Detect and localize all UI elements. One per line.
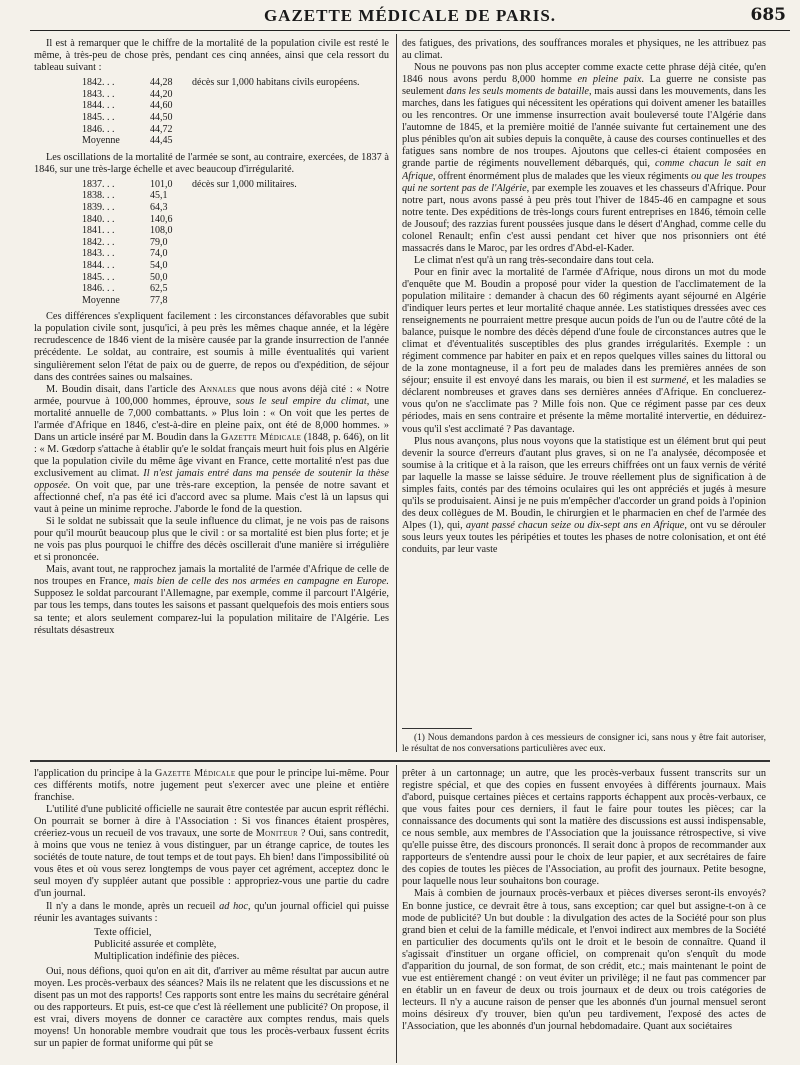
table-cell-note [192, 237, 303, 249]
table-row [82, 100, 365, 112]
table-row [82, 237, 303, 249]
paragraph: Les oscillations de la mortalité de l'armée se sont, au contraire, exercées, de 1837 à 1846, sur une très-large échelle et avec beaucoup d'irrégularité. [34, 151, 389, 175]
table-cell-note [192, 214, 303, 226]
table-cell-value: 45,1 [150, 190, 168, 202]
table-cell-note [192, 272, 303, 284]
paragraph: Si le soldat ne subissait que la seule influence du climat, je ne vois pas de raisons pour qu'il mourût beaucoup plus que le civil : or sa mortalité est bien plus forte; et je ne vois pas plus pourquoi le chiffre des décès oscillerait d'une manière si irrégulière et si prononcée. [34, 516, 389, 564]
army-mortality-table [82, 179, 303, 307]
table-cell-note [192, 248, 303, 260]
table-cell-note: décès sur 1,000 militaires. [192, 178, 297, 190]
table-row [82, 89, 365, 101]
table-cell-value: 44,20 [150, 88, 173, 100]
table-row [82, 124, 365, 136]
column-divider [396, 34, 397, 752]
paragraph: Il est à remarquer que le chiffre de la mortalité de la population civile est resté le même, à très-peu de chose près, pendant ces cinq années, ainsi que cela ressort du tableau suivant : [34, 38, 389, 74]
table-cell-value: 62,5 [150, 283, 168, 295]
table-cell-year: 1844. . . [82, 259, 115, 271]
table-cell-year: 1842. . . [82, 236, 115, 248]
table-cell-value: 64,3 [150, 201, 168, 213]
advantages-list [94, 927, 389, 963]
paragraph: Ces différences s'expliquent facilement : les circonstances défavorables que subit la population civile sont, jusqu'ici, à peu près les mêmes chaque année, et la légère recrudescence de 1846 vient de la misère causée par la grande insurrection de l'année précédente. Le soldat, au contraire, est soumis à mille éventualités qui varient singulièrement selon l'état de paix ou de guerre, de repos ou d'expédition, de séjour dans des contrées saines ou malsaines. [34, 311, 389, 383]
table-cell-year: 1841. . . [82, 225, 115, 237]
table-cell-value: 44,28 [150, 77, 173, 89]
table-cell-value: 79,0 [150, 236, 168, 248]
footnote-rule [402, 728, 472, 729]
table-cell-year: Moyenne [82, 135, 120, 147]
paragraph: Le climat n'est qu'à un rang très-secondaire dans tout cela. [414, 254, 654, 266]
table-cell-note [192, 260, 303, 272]
table-cell-note: décès sur 1,000 habitans civils européens. [192, 77, 360, 89]
table-cell-value: 108,0 [150, 225, 173, 237]
table-cell-note [192, 202, 303, 214]
table-cell-value: 74,0 [150, 248, 168, 260]
table-cell-note [192, 100, 365, 112]
table-cell-note [192, 225, 303, 237]
table-cell-year: 1846. . . [82, 123, 115, 135]
table-cell-value: 44,45 [150, 135, 173, 147]
table-cell-value: 54,0 [150, 259, 168, 271]
paragraph: des fatigues, des privations, des souffrances morales et physiques, ne les attribuez pas au climat. [402, 38, 766, 62]
table-cell-year: 1843. . . [82, 88, 115, 100]
table-cell-year: Moyenne [82, 294, 120, 306]
top-left-column [34, 38, 389, 753]
page-header [30, 4, 790, 31]
table-row [82, 202, 303, 214]
table-row [82, 295, 303, 307]
table-row [82, 260, 303, 272]
journal-title: GAZETTE MÉDICALE DE PARIS. [263, 6, 557, 25]
table-row [82, 272, 303, 284]
table-cell-note [192, 190, 303, 202]
paragraph: Il n'y a dans le monde, après un recueil ad hoc, qu'un journal officiel qui puisse réunir les avantages suivants : [34, 900, 389, 924]
list-item: Texte officiel, [94, 926, 152, 938]
table-cell-value: 140,6 [150, 213, 173, 225]
bottom-left-column [34, 768, 389, 1064]
paragraph: Plus nous avançons, plus nous voyons que la statistique est un élément brut qui peut devenir la source d'erreurs d'autant plus graves, si on ne l'a analysée, décomposée et soumise à la critique et à la raison, que les erreurs chiffrées ont un faux vernis de vérité par laquelle la masse se laisse séduire. Je trouve réellement plus de signification à de simples faits, contés par des témoins oculaires qui les ont appréciés et jugés à mesure qu'ils se produisaient. Ainsi je ne puis m'empêcher d'accorder un grand poids à l'opinion des deux collègues de M. Boudin, le chirurgien et le pharmacien en chef de l'armée des Alpes (1), qui, ayant passé chacun seize ou dix-sept ans en Afrique, ont vu se dérouler sous leurs yeux toutes les péripéties et toutes les phases de notre colonisation, et ont été conduits, par leur vaste [402, 435, 766, 555]
table-cell-year: 1838. . . [82, 190, 115, 202]
table-row [82, 214, 303, 226]
table-cell-year: 1845. . . [82, 111, 115, 123]
paragraph: l'application du principe à la Gazette Médicale que pour le principe lui-même. Pour ces différents motifs, notre jugement peut s'exercer avec une pleine et entière franchise. [34, 768, 389, 804]
paragraph: Oui, nous défions, quoi qu'on en ait dit, d'arriver au même résultat par aucun autre moyen. Les procès-verbaux des séances? Mais ils ne relatent que les discussions et ne disent pas un mot des rapports! Ces rapports sont entre les mains du secrétaire général ou des rapporteurs. Et puis, est-ce que c'est là réellement une publicité? On propose, il est vrai, divers moyens de donner ce caractère aux comptes rendus, mais quels moyens! Un honorable membre voudrait que tous les procès-verbaux fussent écrits sur un papier de format uniforme qui pût se [34, 965, 389, 1050]
bottom-right-column [402, 768, 766, 1064]
table-cell-note [192, 295, 303, 307]
table-cell-value: 50,0 [150, 271, 168, 283]
paragraph: prêter à un cartonnage; un autre, que les procès-verbaux fussent transcrits sur un registre spécial, et que des copies en fussent envoyées à différents journaux. Mais d'abord, puisque certaines pièces et certains rapports échappent aux procès-verbaux, ce que vous faites pour ces derniers, il faut le faire pour toutes les pièces; car la connaissance des documents qui sont la matière des discussions est aussi indispensable, ce nous semble, aux membres de l'Association que la jouissance rétrospective, si vive qu'elle puisse être, des discours prononcés. Il serait donc à propos de recommander aux rapporteurs de s'entendre aussi pour le choix de leur papier, et aux secrétaires de faire des copies de toutes les pièces de l'Association, au profit des journaux. Petite besogne, pour laquelle nous leur souhaitons bon courage. [402, 768, 766, 888]
table-cell-value: 44,60 [150, 100, 173, 112]
table-row [82, 179, 303, 191]
table-cell-note [192, 283, 303, 295]
paragraph: Mais, avant tout, ne rapprochez jamais la mortalité de l'armée d'Afrique de celle de nos troupes en France, mais bien de celle des nos armées en campagne en Europe. Supposez le soldat parcourant l'Allemagne, par exemple, comme il parcourt l'Algérie, par tous les temps, dans toutes les saisons et passant quelquefois des mois entiers sous sa tente; et alors seulement comparez-lui la population militaire de l'Algérie. Les résultats désastreux [34, 564, 389, 636]
table-row [82, 77, 365, 89]
table-row [82, 190, 303, 202]
table-cell-note [192, 112, 365, 124]
table-row [82, 112, 365, 124]
table-cell-year: 1843. . . [82, 248, 115, 260]
list-item: Multiplication indéfinie des pièces. [94, 950, 240, 962]
section-divider [30, 760, 770, 762]
table-cell-year: 1840. . . [82, 213, 115, 225]
table-cell-note [192, 135, 365, 147]
table-cell-value: 44,50 [150, 111, 173, 123]
table-row [82, 283, 303, 295]
table-cell-year: 1837. . . [82, 178, 115, 190]
paragraph: M. Boudin disait, dans l'article des Annales que nous avons déjà cité : « Notre armée, pourvue à 100,000 hommes, éprouve, sous le seul empire du climat, une mortalité annuelle de 7,000 combattants. » Plus loin : « On voit que les pertes de l'armée d'Afrique en 1846, c'est-à-dire en pleine paix, ont été de 8,000 hommes. » Dans un article inséré par M. Boudin dans la Gazette Médicale (1848, p. 646), on lit : « M. Gœdorp s'attache à établir qu'e le soldat français meurt huit fois plus en Algérie que la population civile du même âge vivant en France, cette mortalité n'est pas due exclusivement au climat. Il n'est jamais entré dans ma pensée de soutenir la thèse opposée. On voit que, par une très-rare exception, la pensée de notre savant et affectionné chef, n'a pas été ici d'accord avec sa plume. Mais c'est là un lapsus qui vaut à peine un minime reproche. J'aborde le fond de la question. [34, 383, 389, 516]
page-number: 685 [750, 5, 786, 25]
table-cell-year: 1839. . . [82, 201, 115, 213]
table-cell-value: 77,8 [150, 294, 168, 306]
top-right-column [402, 38, 766, 678]
paragraph: Mais à combien de journaux procès-verbaux et pièces diverses seront-ils envoyés? En bonne justice, ce devrait être à tous, sans exception; car quel but assigne-t-on à ce mode de publicité? Un but double : la divulgation des actes de la Société pour son plus grand bien et celui de la famille médicale, et l'envoi indirect aux membres de la Société en particulier des documents qu'ils ont le droit et le besoin de connaître. Quand il s'agissait d'instituer un organe officiel, on comprenait qu'on s'enquît du mode d'apparition du journal, de son format, de son crédit, etc.; mais maintenant le point de vue est entièrement changé : on veut éviter un privilège; il ne faut pas commencer par en établir un en faveur de deux ou trois journaux et de deux ou trois catégories de lecteurs. Il n'y a aucune raison de penser que les abonnés d'un journal mensuel seront moins désireux d'y trouver, bien qu'un peu tardivement, l'exposé des actes de l'Association, que les abonnés d'un journal hebdomadaire. Quant aux sociétaires [402, 888, 766, 1032]
paragraph: Nous ne pouvons pas non plus accepter comme exacte cette phrase déjà citée, qu'en 1846 nous avons perdu 8,000 homme en pleine paix. La guerre ne consiste pas seulement dans les seuls moments de bataille, mais aussi dans les mouvements, dans les marches, dans les fatigues qui nécessitent les opérations qui doivent amener les batailles ou les rencontres. Or une immense insurrection avait bouleversé toute l'Algérie dans l'automne de 1845, et la première moitié de l'année suivante fut certainement une des plus pénibles qu'on ait subies depuis la conquête, à cause des courses continuelles et des fatigues sans nombre de nos troupes. Ajoutons que celles-ci étaient composées en grande partie de régiments nouvellement débarqués, qui, comme chacun le sait en Afrique, offrent énormément plus de malades que les vieux régiments ou que les troupes qui ne sortent pas de l'Algérie, par exemple les zouaves et les chasseurs d'Afrique. Pour notre part, nous avons passé à peu près tout l'hiver de 1845-46 en campagne et sous notre tente. Des expéditions de très-longs cours furent entreprises en 1846, témoin celle de Jousouf; des razzias furent poussées jusque dans le désert d'Anghad, comme celle du colonel Renault; enfin c'est aussi pendant cet hiver que nos prisonniers ont été massacrés dans le Maroc, par les ordres d'Abd-el-Kader. [402, 62, 766, 254]
table-row [82, 248, 303, 260]
table-cell-year: 1844. . . [82, 100, 115, 112]
list-item: Publicité assurée et complète, [94, 938, 217, 950]
table-row [82, 135, 365, 147]
column-divider [396, 765, 397, 1063]
table-cell-note [192, 89, 365, 101]
table-row [82, 225, 303, 237]
table-cell-year: 1842. . . [82, 77, 115, 89]
paragraph: L'utilité d'une publicité officielle ne saurait être contestée par aucun esprit réfléchi. On pourrait se borner à dire à l'Association : Si vos finances étaient prospères, créeriez-vous un recueil de vos travaux, une sorte de Moniteur ? Oui, sans contredit, à moins que vous ne teniez à vous distinguer, par un étrange caprice, de toutes les sociétés de toute nature, de tout temps et de tout pays. Eh bien! dans l'impossibilité où vous êtes et où vous serez longtemps de vous payer cet agrément, acceptez donc le seul moyen d'y suppléer autant que possible : appropriez-vous une partie du cadre d'un journal. [34, 804, 389, 900]
civil-mortality-table [82, 77, 365, 147]
footnote: (1) Nous demandons pardon à ces messieurs de consigner ici, sans nous y être fait autoriser, le résultat de nos conversations particulières avec eux. [402, 733, 766, 754]
table-cell-year: 1846. . . [82, 283, 115, 295]
table-cell-note [192, 124, 365, 136]
table-cell-value: 101,0 [150, 178, 173, 190]
table-cell-year: 1845. . . [82, 271, 115, 283]
paragraph: Pour en finir avec la mortalité de l'armée d'Afrique, nous dirons un mot du mode d'enquête que M. Boudin a proposé pour vider la question de l'acclimatement de la population militaire : demander à chacun des 60 régiments ayant séjourné en Algérie d'indiquer leurs pertes et leur mortalité chaque année. Les statistiques dressées avec ces renseignements ne pourraient mettre presque aucun poids de l'un ou de l'autre côté de la balance, puisque le nombre des décès dépend d'une foule de circonstances autres que le climat et d'éventualités susceptibles des plus grandes irrégularités. Exemple : un régiment commence par habiter en paix et en repos quelques villes saines du littoral ou de la zone montagneuse, il a fort peu de malades dans les premières années de son séjour; ensuite il est envoyé dans les marais, ou bien il est surmené, et les maladies se déclarent nombreuses et graves dans ses dernières années d'Afrique. En concluerez-vous qu'on ne s'acclimate pas ? Mille fois non. Que ce régiment passe par ces deux périodes, mais en sens contraire et présente la même mortalité intervertie, en déduirez-vous qu'il s'est acclimaté ? Pas davantage. [402, 266, 766, 435]
table-cell-value: 44,72 [150, 123, 173, 135]
